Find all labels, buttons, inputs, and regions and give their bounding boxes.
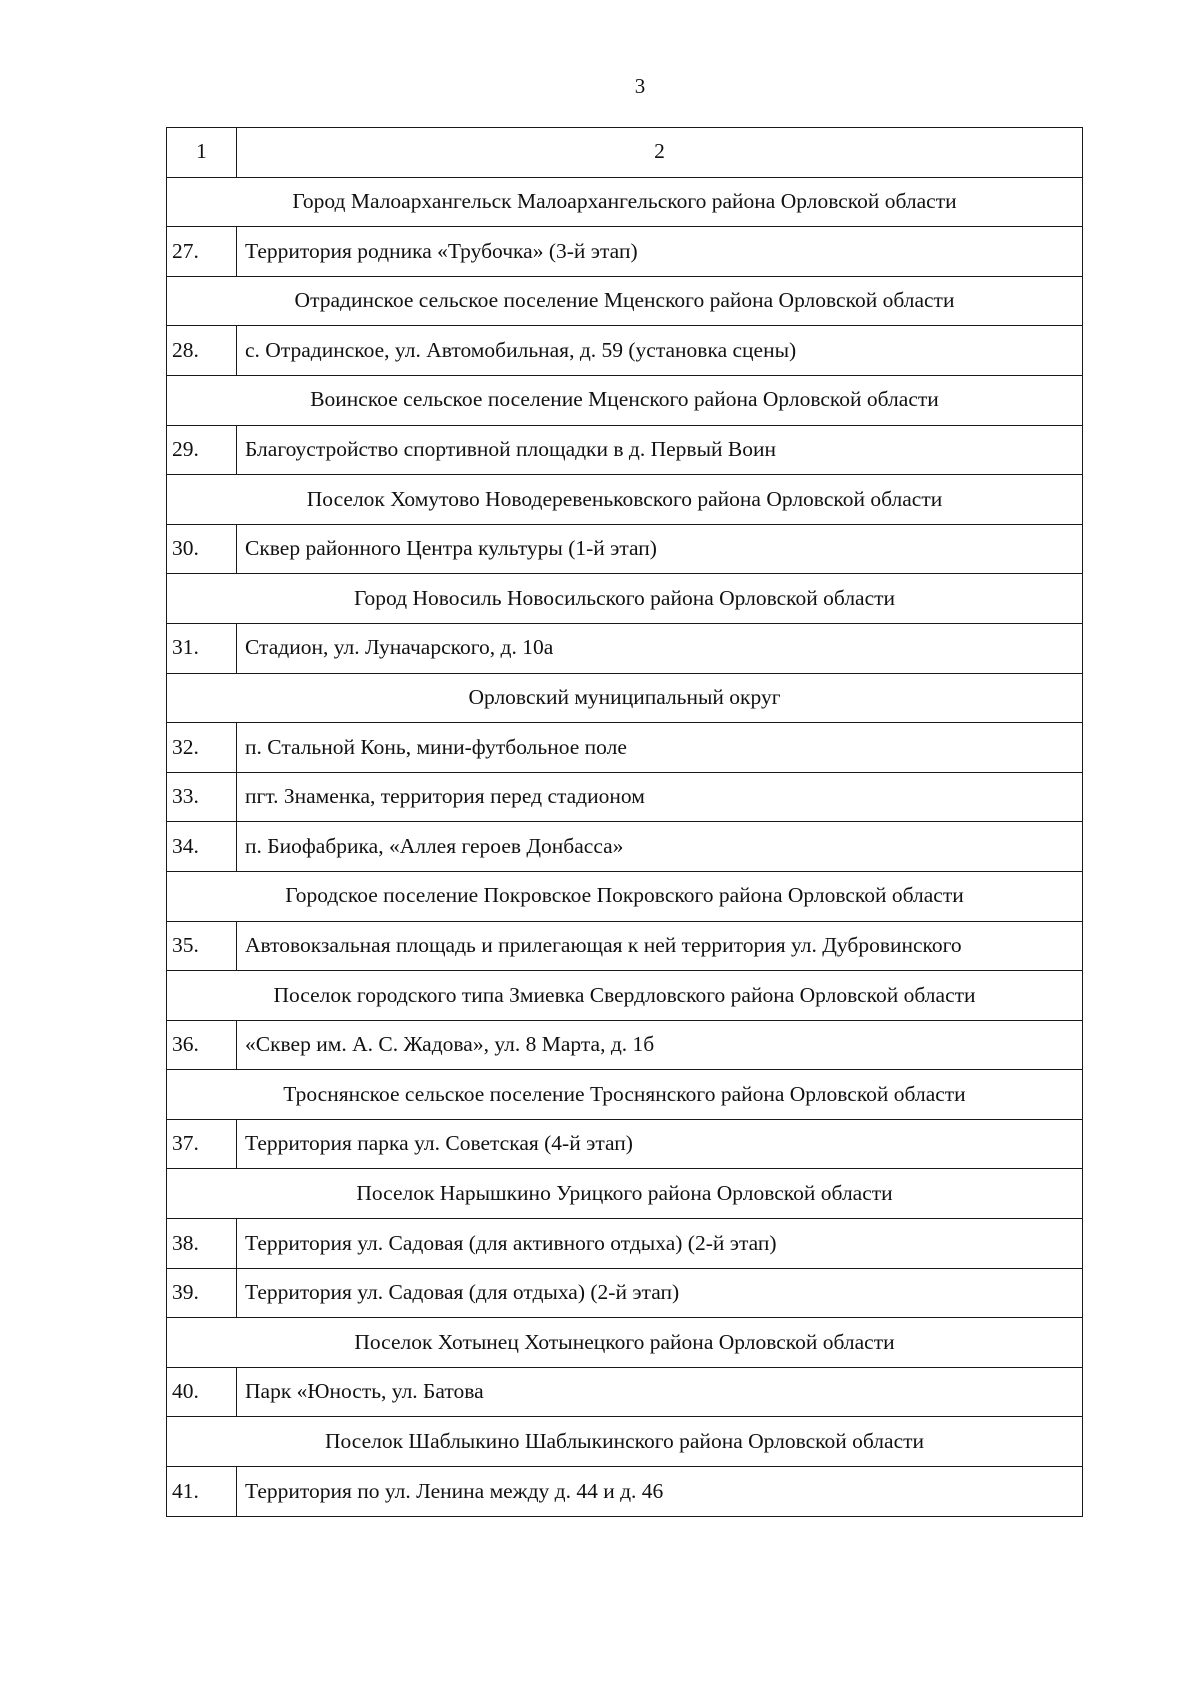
section-title: Городское поселение Покровское Покровского района Орловской области bbox=[167, 871, 1083, 921]
row-description: Территория по ул. Ленина между д. 44 и д. 46 bbox=[237, 1467, 1083, 1517]
table-row bbox=[167, 425, 1083, 475]
section-row bbox=[167, 177, 1083, 227]
row-description: Территория парка ул. Советская (4-й этап) bbox=[237, 1119, 1083, 1169]
row-description: Благоустройство спортивной площадки в д. Первый Воин bbox=[237, 425, 1083, 475]
row-number: 39. bbox=[167, 1268, 237, 1318]
column-header-2: 2 bbox=[237, 128, 1083, 178]
section-title: Отрадинское сельское поселение Мценского района Орловской области bbox=[167, 276, 1083, 326]
section-row bbox=[167, 971, 1083, 1021]
table-row bbox=[167, 1467, 1083, 1517]
table-row bbox=[167, 1219, 1083, 1269]
row-number: 35. bbox=[167, 921, 237, 971]
section-title: Поселок Хомутово Новодеревеньковского района Орловской области bbox=[167, 475, 1083, 525]
objects-table bbox=[166, 127, 1083, 1517]
row-number: 31. bbox=[167, 623, 237, 673]
row-number: 28. bbox=[167, 326, 237, 376]
row-description: Парк «Юность, ул. Батова bbox=[237, 1367, 1083, 1417]
section-row bbox=[167, 574, 1083, 624]
section-row bbox=[167, 1070, 1083, 1120]
table-row bbox=[167, 822, 1083, 872]
row-description: Территория родника «Трубочка» (3-й этап) bbox=[237, 227, 1083, 277]
row-number: 29. bbox=[167, 425, 237, 475]
section-row bbox=[167, 375, 1083, 425]
row-number: 41. bbox=[167, 1467, 237, 1517]
table-body bbox=[167, 128, 1083, 1517]
row-description: п. Стальной Конь, мини-футбольное поле bbox=[237, 723, 1083, 773]
section-row bbox=[167, 1169, 1083, 1219]
table-row bbox=[167, 1020, 1083, 1070]
section-row bbox=[167, 871, 1083, 921]
row-number: 30. bbox=[167, 524, 237, 574]
row-description: «Сквер им. А. С. Жадова», ул. 8 Марта, д. 1б bbox=[237, 1020, 1083, 1070]
table-row bbox=[167, 921, 1083, 971]
table-header-row bbox=[167, 128, 1083, 178]
table-row bbox=[167, 524, 1083, 574]
section-title: Троснянское сельское поселение Троснянского района Орловской области bbox=[167, 1070, 1083, 1120]
table-row bbox=[167, 227, 1083, 277]
row-number: 40. bbox=[167, 1367, 237, 1417]
row-description: Автовокзальная площадь и прилегающая к ней территория ул. Дубровинского bbox=[237, 921, 1083, 971]
section-row bbox=[167, 673, 1083, 723]
section-row bbox=[167, 1417, 1083, 1467]
section-title: Поселок городского типа Змиевка Свердловского района Орловской области bbox=[167, 971, 1083, 1021]
section-title: Орловский муниципальный округ bbox=[167, 673, 1083, 723]
table-row bbox=[167, 326, 1083, 376]
row-number: 27. bbox=[167, 227, 237, 277]
section-row bbox=[167, 475, 1083, 525]
row-description: Территория ул. Садовая (для отдыха) (2-й этап) bbox=[237, 1268, 1083, 1318]
section-row bbox=[167, 1318, 1083, 1368]
table-row bbox=[167, 723, 1083, 773]
row-number: 36. bbox=[167, 1020, 237, 1070]
section-title: Город Малоархангельск Малоархангельского района Орловской области bbox=[167, 177, 1083, 227]
row-description: Сквер районного Центра культуры (1-й этап) bbox=[237, 524, 1083, 574]
section-title: Поселок Хотынец Хотынецкого района Орловской области bbox=[167, 1318, 1083, 1368]
row-description: п. Биофабрика, «Аллея героев Донбасса» bbox=[237, 822, 1083, 872]
section-title: Воинское сельское поселение Мценского района Орловской области bbox=[167, 375, 1083, 425]
row-number: 38. bbox=[167, 1219, 237, 1269]
section-row bbox=[167, 276, 1083, 326]
section-title: Город Новосиль Новосильского района Орловской области bbox=[167, 574, 1083, 624]
page-number: 3 bbox=[634, 74, 646, 98]
column-header-1: 1 bbox=[167, 128, 237, 178]
table-row bbox=[167, 623, 1083, 673]
table-row bbox=[167, 1119, 1083, 1169]
row-number: 32. bbox=[167, 723, 237, 773]
table-row bbox=[167, 1367, 1083, 1417]
row-description: с. Отрадинское, ул. Автомобильная, д. 59 (установка сцены) bbox=[237, 326, 1083, 376]
section-title: Поселок Нарышкино Урицкого района Орловской области bbox=[167, 1169, 1083, 1219]
row-description: Территория ул. Садовая (для активного отдыха) (2-й этап) bbox=[237, 1219, 1083, 1269]
section-title: Поселок Шаблыкино Шаблыкинского района Орловской области bbox=[167, 1417, 1083, 1467]
table-row bbox=[167, 1268, 1083, 1318]
row-number: 33. bbox=[167, 772, 237, 822]
row-description: Стадион, ул. Луначарского, д. 10а bbox=[237, 623, 1083, 673]
table-row bbox=[167, 772, 1083, 822]
row-number: 34. bbox=[167, 822, 237, 872]
row-number: 37. bbox=[167, 1119, 237, 1169]
row-description: пгт. Знаменка, территория перед стадионом bbox=[237, 772, 1083, 822]
